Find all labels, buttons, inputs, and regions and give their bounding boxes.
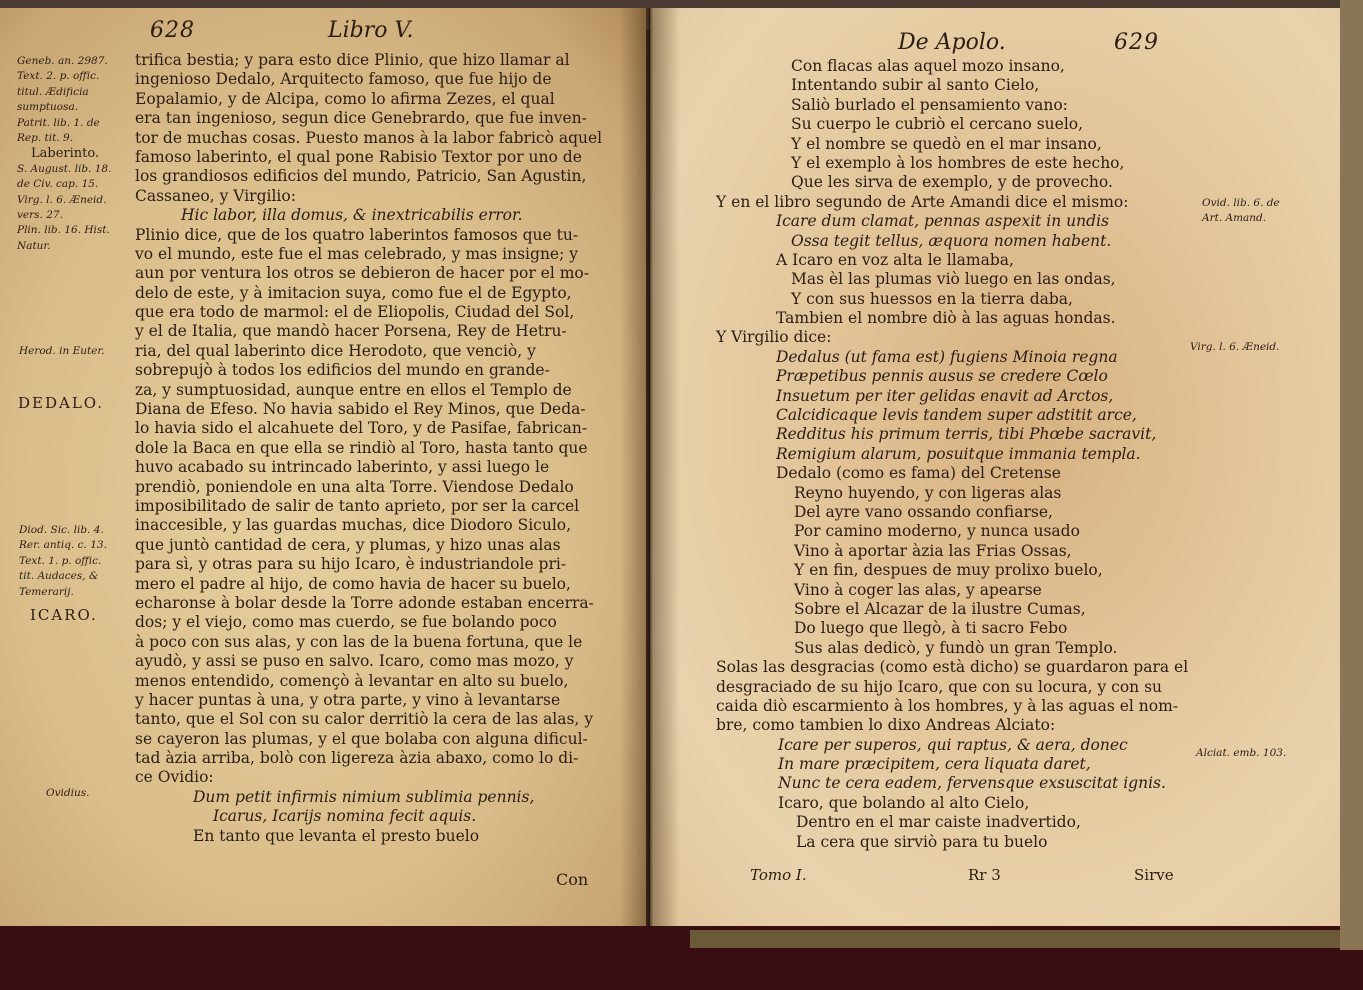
verse-line: Del ayre vano ossando confiarse, [794,502,1053,521]
text-line: Cassaneo, y Virgilio: [135,186,296,205]
text-line: y el de Italia, que mandò hacer Porsena, Rey de Hetru- [135,322,567,341]
latin-verse-line: Insuetum per iter gelidas enavit ad Arctos, [776,386,1114,405]
left-body-text [135,51,602,846]
text-line: delo de este, y à imitacion suya, como fue el de Egypto, [135,283,572,302]
text-line: que era todo de marmol: el de Eliopolis, Ciudad del Sol, [135,303,575,322]
text-line: famoso laberinto, el qual pone Rabisio Textor por uno de [135,147,582,166]
text-line: Solas las desgracias (como està dicho) se guardaron para el [716,658,1189,677]
text-line: para sì, y otras para su hijo Icaro, è industriandole pri- [135,555,567,574]
verse-line: Y en fin, despues de muy prolixo buelo, [794,561,1103,580]
latin-verse-line: Icarus, Icarijs nomina fecit aquis. [213,807,477,826]
text-line: aun por ventura los otros se debieron de hacer por el mo- [135,264,589,283]
verse-line: Vino à aportar àzia las Frias Ossas, [794,541,1072,560]
margin-note: Patrit. lib. 1. de [17,116,100,129]
text-line: bre, como tambien lo dixo Andreas Alciato: [716,716,1056,735]
book-gutter [620,8,680,926]
margin-note-virgil: Virg. l. 6. Æneid. [1190,341,1280,353]
latin-verse-line: Remigium alarum, posuitque immania templa. [776,444,1141,463]
verse-line: En tanto que levanta el presto buelo [193,826,480,845]
verse-line: Y el nombre se quedò en el mar insano, [791,134,1102,153]
margin-note: Rep. tit. 9. [17,132,74,145]
left-catchword: Con [556,870,589,889]
verse-line: Mas èl las plumas viò luego en las ondas, [791,270,1116,289]
text-line: Eopalamio, y de Alcipa, como lo afirma Zezes, el qual [135,89,555,108]
text-line: era tan ingenioso, segun dice Genebrardo, que fue inven- [135,109,587,128]
verse-line: Do luego que llegò, à ti sacro Febo [794,619,1068,638]
text-line: inaccesible, y las guardas muchas, dice Diodoro Siculo, [135,516,572,535]
signature-mark: Rr 3 [968,866,1001,884]
text-line: Plinio dice, que de los quatro laberintos famosos que tu- [135,225,579,244]
verse-line: Dedalo (como es fama) del Cretense [776,464,1061,483]
text-line: desgraciado de su hijo Icaro, que con su locura, y con su [716,677,1163,696]
page-edges [1340,0,1363,950]
margin-note: Temerarij. [19,585,74,598]
text-line: dos; y el viejo, como mas cuerdo, se fue bolando poco [135,613,557,632]
text-line: imposibilitado de salir de tanto aprieto, por ser la carcel [135,496,580,515]
latin-verse-line: Redditus his primum terris, tibi Phœbe sacravit, [776,425,1157,444]
left-page [0,8,646,926]
text-line: Y Virgilio dice: [716,328,832,347]
verse-line: Su cuerpo le cubriò el cercano suelo, [791,115,1084,134]
text-line: ingenioso Dedalo, Arquitecto famoso, que fue hijo de [135,70,552,89]
margin-note-ovidius: Ovidius. [46,787,90,799]
latin-verse-line: Icare per superos, qui raptus, & aera, donec [778,735,1128,754]
right-catchword: Sirve [1134,866,1174,884]
latin-verse-line: Præpetibus pennis ausus se credere Cœlo [776,367,1108,386]
margin-note-herodotus: Herod. in Euter. [19,345,105,357]
margin-note: sumptuosa. [17,101,79,114]
text-line: Diana de Efeso. No havia sabido el Rey Minos, que Deda- [135,400,586,419]
text-line: y hacer puntas à una, y otra parte, y vino à levantarse [135,690,561,709]
text-line: tor de muchas cosas. Puesto manos à la labor fabricò aquel [135,128,603,147]
latin-verse-line: Nunc te cera eadem, fervensque exsuscitat ignis. [778,774,1166,793]
text-line: za, y sumptuosidad, aunque entre en ellos el Templo de [135,380,572,399]
latin-verse-line: Dum petit infirmis nimium sublimia pennis, [193,787,535,806]
verse-line: Por camino moderno, y nunca usado [794,522,1080,541]
margin-note: Text. 1. p. offic. [19,554,102,567]
text-line: ria, del qual laberinto dice Herodoto, que venciò, y [135,341,536,360]
signature-volume: Tomo I. [750,866,807,884]
text-line: ce Ovidio: [135,768,214,787]
margin-note: Art. Amand. [1202,212,1267,225]
text-line: lo havia sido el alcahuete del Toro, y de Pasifae, fabrican- [135,419,588,438]
text-line: prendiò, poniendole en una alta Torre. Viendose Dedalo [135,477,574,496]
text-line: huvo acabado su intrincado laberinto, y assi luego le [135,458,550,477]
verse-line: Reyno huyendo, y con ligeras alas [794,483,1062,502]
verse-line: Saliò burlado el pensamiento vano: [791,95,1068,114]
verse-line: Intentando subir al santo Cielo, [791,76,1040,95]
left-page-number: 628 [150,18,195,43]
margin-note: titul. Ædificia [17,85,89,98]
text-line: Y en el libro segundo de Arte Amandi dice el mismo: [716,192,1129,211]
verse-line: Vino à coger las alas, y apearse [794,580,1042,599]
latin-verse-line: Calcidicaque levis tandem super adstitit arce, [776,406,1137,425]
margin-note: Ovid. lib. 6. de [1202,197,1280,209]
text-line: caida diò escarmiento à los hombres, y à las aguas el nom- [716,696,1179,715]
text-line: dole la Baca en que ella se rindiò al Toro, hasta tanto que [135,438,588,457]
left-margin-notes [17,54,111,254]
margin-notes-diodorus [19,523,107,600]
right-margin-notes [1202,196,1280,227]
text-line: vo el mundo, este fue el mas celebrado, y mas insigne; y [135,244,578,263]
latin-verse-line: Dedalus (ut fama est) fugiens Minoia regna [776,347,1118,366]
margin-heading-icaro: ICARO. [30,606,98,624]
margin-note: Text. 2. p. offic. [17,70,100,83]
verse-line: Que les sirva de exemplo, y de provecho. [791,173,1113,192]
text-line: trifica bestia; y para esto dice Plinio, que hizo llamar al [135,51,570,69]
right-page-number: 629 [1114,30,1159,55]
latin-verse-line: Ossa tegit tellus, æquora nomen habent. [791,231,1112,250]
right-page [650,8,1340,926]
verse-line: Con flacas alas aquel mozo insano, [791,57,1065,75]
margin-note: Laberinto. [31,146,100,162]
margin-heading-dedalo: DEDALO. [18,394,104,412]
margin-note: de Civ. cap. 15. [17,178,99,191]
book-cover-edge [690,930,1363,948]
right-body-text [716,57,1188,852]
text-line: menos entendido, començò à levantar en alto su buelo, [135,671,569,690]
latin-verse-line: Icare dum clamat, pennas aspexit in undis [776,212,1109,231]
margin-note: Virg. l. 6. Æneid. [17,193,107,206]
margin-note: Geneb. an. 2987. [17,55,108,67]
latin-verse-line: In mare præcipitem, cera liquata daret, [778,755,1091,774]
text-line: que juntò cantidad de cera, y plumas, y hizo unas alas [135,535,561,554]
text-line: sobrepujò à todos los edificios del mundo en grande- [135,361,550,380]
latin-verse-line: Hic labor, illa domus, & inextricabilis error. [181,206,523,225]
verse-line: Dentro en el mar caiste inadvertido, [796,813,1081,832]
right-running-header: De Apolo. [898,30,1006,55]
verse-line: A Icaro en voz alta le llamaba, [776,250,1014,269]
text-line: se cayeron las plumas, y el que bolaba con alguna dificul- [135,729,588,748]
text-line: mero el padre al hijo, de como havia de hacer su buelo, [135,574,571,593]
margin-note: Diod. Sic. lib. 4. [19,524,104,536]
verse-line: Y con sus huessos en la tierra daba, [791,289,1073,308]
verse-line: Y el exemplo à los hombres de este hecho, [791,153,1125,172]
verse-line: Tambien el nombre diò à las aguas hondas. [776,309,1116,328]
margin-note: Plin. lib. 16. Hist. [17,224,110,237]
margin-note: Rer. antiq. c. 13. [19,539,107,552]
margin-note: Natur. [17,239,51,252]
margin-note: tit. Audaces, & [19,570,99,583]
verse-line: Icaro, que bolando al alto Cielo, [778,793,1030,812]
text-line: tad àzia arriba, bolò con ligereza àzia abaxo, como lo di- [135,749,579,768]
left-running-header: Libro V. [328,18,414,43]
margin-note-alciato: Alciat. emb. 103. [1196,747,1287,759]
text-line: ayudò, y assi se puso en salvo. Icaro, como mas mozo, y [135,652,574,671]
text-line: los grandiosos edificios del mundo, Patricio, San Agustin, [135,167,587,186]
text-line: tanto, que el Sol con su calor derritiò la cera de las alas, y [135,710,594,729]
verse-line: Sobre el Alcazar de la ilustre Cumas, [794,599,1086,618]
verse-line: La cera que sirviò para tu buelo [796,832,1048,851]
text-line: à poco con sus alas, y con las de la buena fortuna, que le [135,632,583,651]
text-line: echaronse à bolar desde la Torre adonde estaban encerra- [135,593,594,612]
margin-note: vers. 27. [17,209,63,222]
margin-note: S. August. lib. 18. [17,162,112,175]
verse-line: Sus alas dedicò, y fundò un gran Templo. [794,638,1118,657]
